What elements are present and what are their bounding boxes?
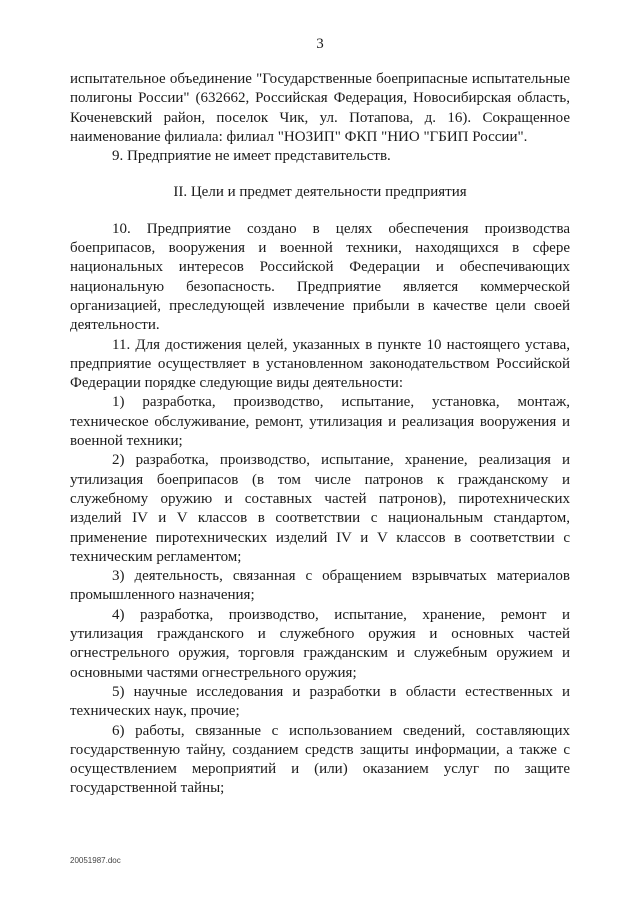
file-name-footer: 20051987.doc <box>70 856 121 865</box>
paragraph-branch-name: испытательное объединение "Государственные боеприпасные испытательные полигоны России" (632662, Российская Федерация, Новосибирская область, Коченевский район, поселок Чик, ул. Потапова, д. 16). Сокращенное наименование филиала: филиал "НОЗИП" ФКП "НИО "ГБИП России". <box>70 71 570 145</box>
paragraph-item-10: 10. Предприятие создано в целях обеспечения производства боеприпасов, вооружения и военной техники, находящихся в сфере национальных интересов Российской Федерации и обеспечивающих национальную безопасность. Предприятие является коммерческой организацией, преследующей извлечение прибыли в качестве цели своей деятельности. <box>70 220 570 334</box>
paragraph-item-9: 9. Предприятие не имеет представительств. <box>112 148 391 165</box>
list-item-2: 2) разработка, производство, испытание, хранение, реализация и утилизация боеприпасов (в том числе патронов к гражданскому и служебному оружию и составных частей патронов), пиротехнических изделий IV и V классов в соответствии с национальным стандартом, применение пиротехнических изделий IV и V классов в соответствии с техническим регламентом; <box>70 452 570 565</box>
paragraph-item-11: 11. Для достижения целей, указанных в пункте 10 настоящего устава, предприятие осуществляет в установленном законодательством Российской Федерации порядке следующие виды деятельности: <box>70 336 570 392</box>
list-item-6: 6) работы, связанные с использованием сведений, составляющих государственную тайну, созданием средств защиты информации, а также с осуществлением мероприятий и (или) оказанием услуг по защите государственной тайны; <box>70 722 570 797</box>
list-item-5: 5) научные исследования и разработки в области естественных и технических наук, прочие; <box>70 683 570 720</box>
section-heading: II. Цели и предмет деятельности предприятия <box>173 184 467 201</box>
list-item-3: 3) деятельность, связанная с обращением взрывчатых материалов промышленного назначения; <box>70 568 570 604</box>
list-item-1: 1) разработка, производство, испытание, установка, монтаж, техническое обслуживание, ремонт, утилизация и реализация вооружения и военной техники; <box>70 394 570 450</box>
document-body <box>70 70 570 799</box>
page-number: 3 <box>316 36 324 52</box>
list-item-4: 4) разработка, производство, испытание, хранение, ремонт и утилизация гражданского и служебного оружия и основных частей огнестрельного оружия, торговля гражданским и служебным оружием и основными частями огнестрельного оружия; <box>70 606 570 681</box>
